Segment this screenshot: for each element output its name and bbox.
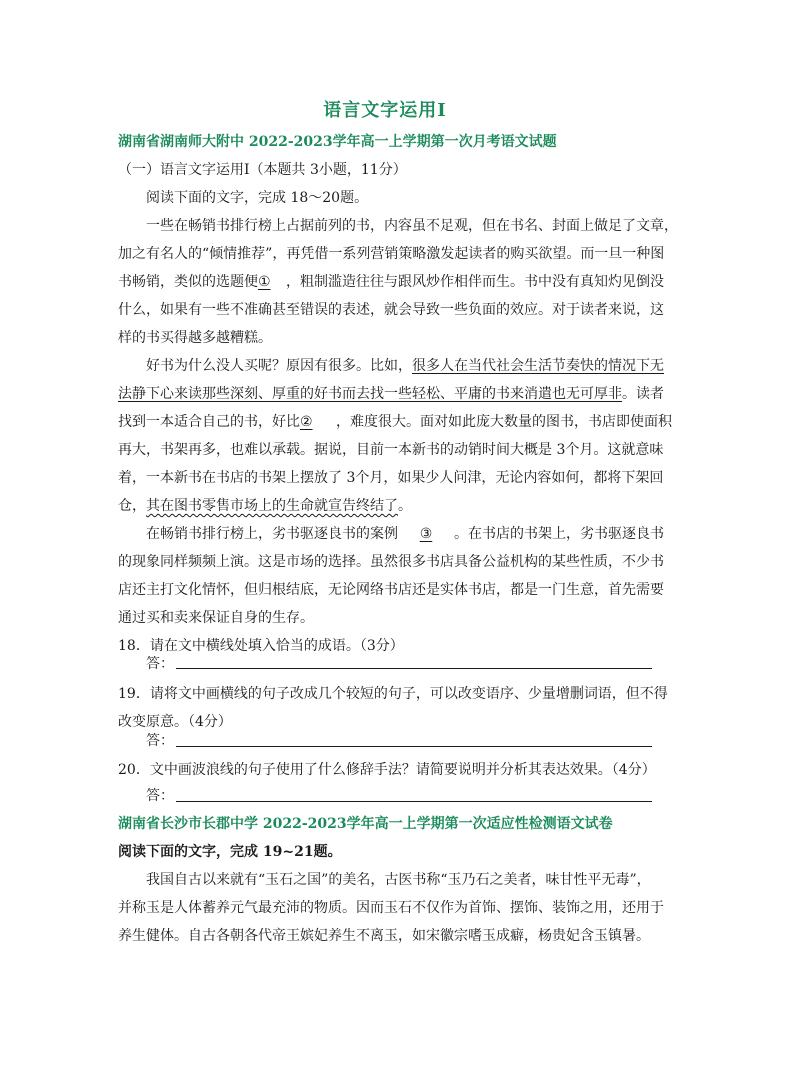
answer-line-18[interactable] — [176, 668, 652, 669]
section1-source: 湖南省湖南师大附中 2022-2023学年高一上学期第一次月考语文试题 — [118, 134, 557, 150]
section2-source: 湖南省长沙市长郡中学 2022-2023学年高一上学期第一次适应性检测语文试卷 — [118, 816, 613, 832]
s1-p1-line3: 书畅销，类似的选题便① ，粗制滥造往往与跟风炒作相伴而生。书中没有真知灼见倒没 — [118, 274, 664, 290]
answer-line-19[interactable] — [176, 746, 652, 747]
s1-p3-line1: 在畅销书排行榜上，劣书驱逐良书的案例 ③ 。在书店的书架上，劣书驱逐良书 — [146, 526, 664, 542]
answer-label-19: 答： — [146, 733, 174, 749]
s1-p2-line2: 法静下心来读那些深刻、厚重的好书而去找一些轻松、平庸的书来消遣也无可厚非。读者 — [118, 386, 664, 402]
s2-p1-line1: 我国自古以来就有“玉石之国”的美名，古医书称“玉乃石之美者，味甘性平无毒”， — [146, 872, 651, 888]
s1-p2-line1: 好书为什么没人买呢？原因有很多。比如，很多人在当代社会生活节奏快的情况下无 — [146, 358, 664, 374]
s1-p1-line1: 一些在畅销书排行榜上占据前列的书，内容虽不足观，但在书名、封面上做足了文章， — [146, 218, 678, 234]
s2-p1-line2: 并称玉是人体蓄养元气最充沛的物质。因而玉石不仅作为首饰、摆饰、装饰之用，还用于 — [118, 900, 664, 916]
s1-p2-line3: 找到一本适合自己的书，好比② ，难度很大。面对如此庞大数量的图书，书店即使面积 — [118, 414, 672, 430]
answer-label-18: 答： — [146, 656, 174, 672]
s1-p2-line4: 再大，书架再多，也难以承载。据说，目前一本新书的动销时间大概是 3个月。这就意味 — [118, 442, 664, 458]
s1-p2-line5: 着，一本新书在书店的书架上摆放了 3个月，如果少人问津，无论内容如何，都将下架回 — [118, 470, 664, 486]
question-18: 18．请在文中横线处填入恰当的成语。（3分） — [118, 638, 404, 654]
answer-label-20: 答： — [146, 788, 174, 804]
s2-p1-line3: 养生健体。自古各朝各代帝王嫔妃养生不离玉，如宋徽宗嗜玉成癖，杨贵妃含玉镇暑。 — [118, 928, 650, 944]
s1-p1-line5: 样的书买得越多越糟糕。 — [118, 330, 272, 346]
wavy-underlined-sentence: 其在图书零售市场上的生命就宣告终结了 — [146, 498, 398, 514]
page-title: 语言文字运用Ⅰ — [323, 100, 447, 121]
blank-2: ② — [300, 414, 313, 430]
blank-1: ① — [258, 274, 271, 290]
s1-p3-line3: 店还主打文化情怀，但归根结底，无论网络书店还是实体书店，都是一门生意，首先需要 — [118, 582, 664, 598]
question-19-line2: 改变原意。（4分） — [118, 714, 232, 730]
s1-p3-line4: 通过买和卖来保证自身的生存。 — [118, 610, 314, 626]
question-20: 20．文中画波浪线的句子使用了什么修辞手法？请简要说明并分析其表达效果。（4分） — [118, 762, 656, 778]
section1-instruction: 阅读下面的文字，完成 18～20题。 — [146, 190, 369, 206]
s1-p1-line2: 加之有名人的“倾情推荐”，再凭借一系列营销策略激发起读者的购买欲望。而一旦一种图 — [118, 246, 665, 262]
s1-p3-line2: 的现象同样频频上演。这是市场的选择。虽然很多书店具备公益机构的某些性质，不少书 — [118, 554, 664, 570]
underlined-sentence-part1: 很多人在当代社会生活节奏快的情况下无 — [412, 358, 664, 374]
s1-p2-line6: 仓，其在图书零售市场上的生命就宣告终结了。 — [118, 498, 412, 514]
question-19-line1: 19．请将文中画横线的句子改成几个较短的句子，可以改变语序、少量增删词语，但不得 — [118, 686, 668, 702]
s1-p1-line4: 什么，如果有一些不准确甚至错误的表述，就会导致一些负面的效应。对于读者来说，这 — [118, 302, 664, 318]
section2-instruction: 阅读下面的文字，完成 19~21题。 — [118, 844, 342, 860]
answer-line-20[interactable] — [176, 801, 652, 802]
underlined-sentence-part2: 法静下心来读那些深刻、厚重的好书而去找一些轻松、平庸的书来消遣也无可厚非 — [118, 386, 622, 402]
section1-part-heading: （一）语言文字运用Ⅰ（本题共 3小题，11分） — [118, 162, 407, 178]
blank-3: ③ — [419, 526, 433, 542]
